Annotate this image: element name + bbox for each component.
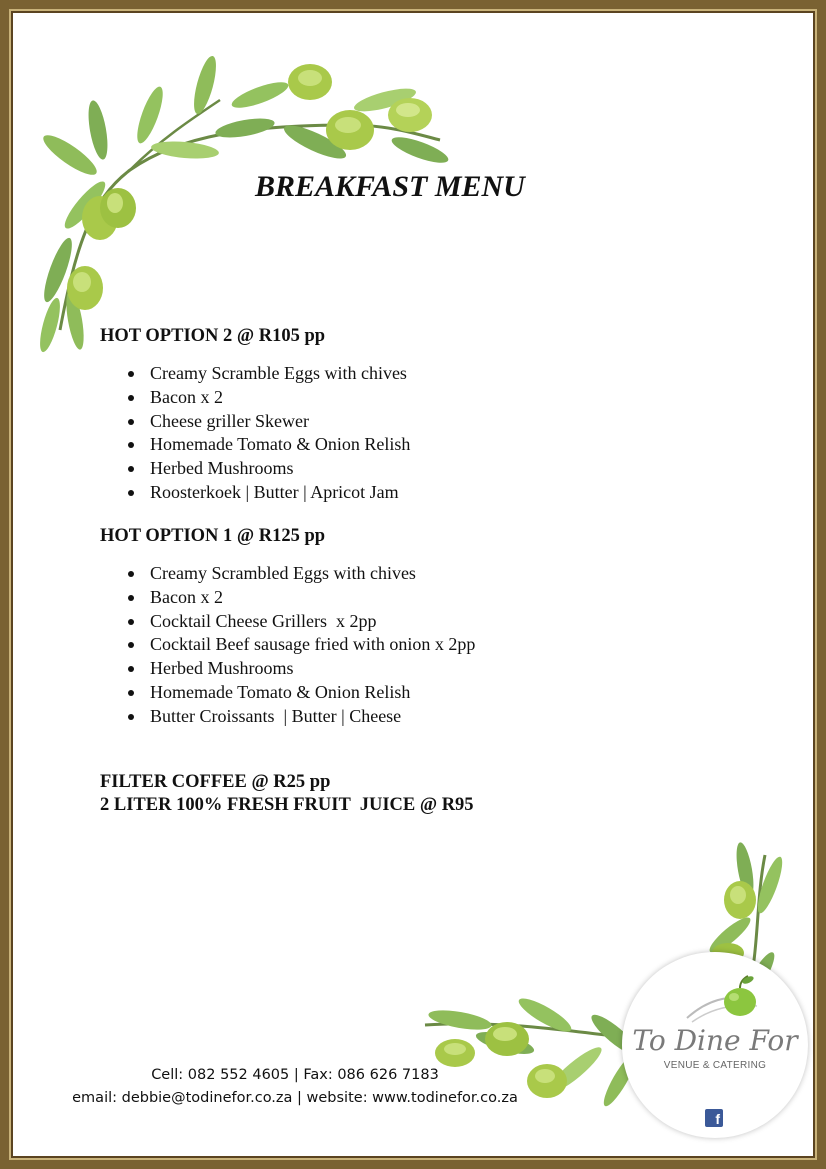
hot-option-2-list <box>150 362 410 505</box>
list-item: Cocktail Beef sausage fried with onion x 2pp <box>150 633 475 657</box>
logo-name: To Dine For <box>632 1024 798 1057</box>
section-heading-hot-option-2: HOT OPTION 2 @ R105 pp <box>100 326 326 346</box>
list-item: Cheese griller Skewer <box>150 410 410 434</box>
contact-phone-fax: Cell: 082 552 4605 | Fax: 086 626 7183 <box>151 1067 439 1083</box>
apple-icon <box>682 970 772 1030</box>
filter-coffee-price: FILTER COFFEE @ R25 pp <box>100 772 331 792</box>
company-logo <box>622 952 808 1138</box>
list-item: Roosterkoek | Butter | Apricot Jam <box>150 481 410 505</box>
list-item: Creamy Scramble Eggs with chives <box>150 362 410 386</box>
facebook-icon[interactable]: f <box>705 1109 723 1127</box>
list-item: Bacon x 2 <box>150 586 475 610</box>
list-item: Homemade Tomato & Onion Relish <box>150 681 475 705</box>
section-heading-hot-option-1: HOT OPTION 1 @ R125 pp <box>100 526 326 546</box>
hot-option-1-list <box>150 562 475 729</box>
contact-email-website: email: debbie@todinefor.co.za | website: www.todinefor.co.za <box>72 1090 518 1106</box>
list-item: Homemade Tomato & Onion Relish <box>150 433 410 457</box>
list-item: Bacon x 2 <box>150 386 410 410</box>
logo-subtitle: VENUE & CATERING <box>663 1060 767 1071</box>
list-item: Cocktail Cheese Grillers x 2pp <box>150 610 475 634</box>
list-item: Herbed Mushrooms <box>150 657 475 681</box>
list-item: Herbed Mushrooms <box>150 457 410 481</box>
menu-title: BREAKFAST MENU <box>255 170 525 203</box>
fruit-juice-price: 2 LITER 100% FRESH FRUIT JUICE @ R95 <box>100 795 474 815</box>
list-item: Creamy Scrambled Eggs with chives <box>150 562 475 586</box>
list-item: Butter Croissants | Butter | Cheese <box>150 705 475 729</box>
